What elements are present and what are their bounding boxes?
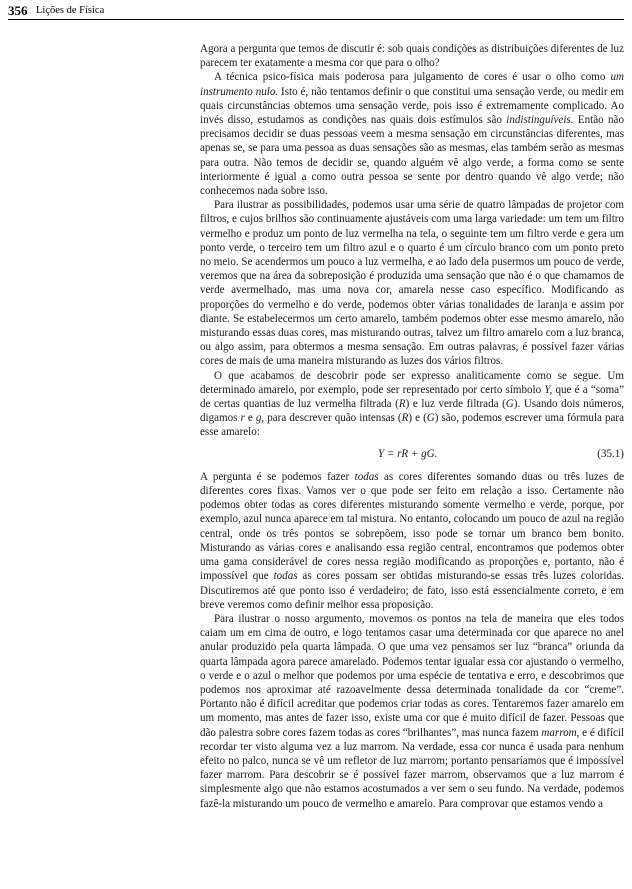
text-run: que é a “soma” de certas quantias de luz vermelha filtrada ( xyxy=(200,383,624,411)
symbol: G xyxy=(426,412,435,425)
text-run: e é difícil recordar ter visto alguma vez a luz marrom. Na verdade, essa cor nunca é usada para nenhum efeito no palco, nunca se vê um refletor de luz marrom; portanto pensaríamos que é impossível fazer marrom. Para descobrir se é possível fazer marrom, observamos que a luz marrom é simplesmente algo que não estamos acostumados a ver sem o seu fundo. Na verdade, podemos fazê-la misturando um pouco de vermelho e amarelo. Para comprovar que estamos vendo a xyxy=(200,726,624,810)
paragraph-5 xyxy=(200,470,624,612)
running-header xyxy=(8,2,624,20)
text-run: as cores diferentes somando duas ou três luzes de diferentes cores fixas. Vamos ver o que pode ser feito em relação a isso. Certamente não podemos obter todas as cores diferentes misturando somente vermelho e verde, porque, por exemplo, azul nunca aparece em tal mistura. No entanto, colocando um pouco de azul na região central, onde os três pontos se sobrepõem, isso pode se tornar um branco bem bonito. Misturando as várias cores e analisando essa região central, encontramos que podemos obter uma gama considerável de cores nessa região modificando as proporções e, portanto, não é impossível que xyxy=(200,470,624,583)
emphasis: todas xyxy=(354,470,379,483)
text-run: O que acabamos de descobrir pode ser expresso analiticamente como se segue. Um determinado amarelo, por exemplo, pode ser representado por certo símbolo xyxy=(200,369,624,396)
equation-number: (35.1) xyxy=(597,447,624,460)
equation-formula: Y = rR + gG. xyxy=(378,447,438,460)
text-run: A pergunta é se podemos fazer xyxy=(200,470,355,483)
text-run: as cores possam ser obtidas misturando-se essas três luzes coloridas. Discutiremos até que ponto isso é verdadeiro; de fato, isso está essencialmente correto, e em breve veremos como definir melhor essa proposição. xyxy=(200,570,624,611)
text-run: A técnica psico-física mais poderosa para julgamento de cores é usar o olho como xyxy=(214,71,611,84)
emphasis: todas xyxy=(273,570,298,583)
symbol: Y, xyxy=(544,383,553,396)
symbol: G xyxy=(505,398,514,411)
symbol: g, xyxy=(255,412,265,425)
text-run: ). Usando dois números, digamos xyxy=(200,398,625,425)
emphasis: marrom, xyxy=(541,726,580,739)
body-text xyxy=(200,42,624,811)
paragraph-2 xyxy=(200,70,624,198)
text-run: e xyxy=(244,412,256,425)
text-run: Para ilustrar o nosso argumento, movemos os pontos na tela de maneira que eles todos caiam um em cima de outro, e logo tentamos casar uma determinada cor que aparece no anel anular produzido pela quarta lâmpada. O que uma vez pensamos ser luz “branca” oriunda da quarta lâmpada agora parece amarelado. Podemos tentar igualar essa cor ajustando o vermelho, o verde e o azul o melhor que podemos por uma espécie de tentativa e erro, e descobrimos que podemos nos aproximar até razoavelmente dessa determinada tonalidade da cor “creme”. Portanto não é difícil acreditar que podemos criar todas as cores. Tentaremos fazer amarelo em um momento, mas antes de fazer isso, existe uma cor que é muito difícil de fazer. Pessoas que dão palestra sobre cores fazem todas as cores “brilhantes”, mas nunca fazem xyxy=(200,612,624,739)
paragraph-3: Para ilustrar as possibilidades, podemos usar uma série de quatro lâmpadas de projetor com filtros, e cujos brilhos são continuamente ajustáveis com uma larga variedade: um tem um filtro vermelho e produz um ponto de luz vermelha na tela, o seguinte tem um filtro verde e gera um ponto verde, o terceiro tem um filtro azul e o quarto é um círculo branco com um ponto preto no meio. Se acendermos um pouco a luz vermelha, e ao lado dela pusermos um pouco de verde, veremos que na área da sobreposição é produzida uma sensação que não é o que chamamos de verde avermelhado, mas uma nova cor, amarela nesse caso específico. Modificando as proporções do vermelho e do verde, podemos obter várias tonalidades de laranja e assim por diante. Se estabelecermos um certo amarelo, também podemos obter esse mesmo amarelo, não misturando essas duas cores, mas misturando outras, talvez um filtro amarelo com a luz branca, ou algo assim, para obtermos a mesma sensação. Em outras palavras, é possível fazer várias cores de mais de uma maneira misturando as luzes dos vários filtros. xyxy=(200,199,624,368)
paragraph-1: Agora a pergunta que temos de discutir é: sob quais condições as distribuições diferentes de luz parecem ter exatamente a mesma cor que para o olho? xyxy=(200,43,624,70)
page-number: 356 xyxy=(8,3,28,18)
emphasis: um instrumento nulo. xyxy=(200,71,624,98)
text-run: Então não precisamos decidir se duas pessoas veem a mesma sensação em circunstâncias diferentes, mas apenas se, se para uma pessoa as duas sensações são as mesmas, elas também serão as mesmas para outra. Não temos de decidir se, quando alguém vê algo verde, a forma como se sente interiormente é igual a como outra pessoa se sente por dentro quando vê algo verde; não conhecemos nada sobre isso. xyxy=(200,114,624,198)
paragraph-6 xyxy=(200,612,624,811)
symbol: r xyxy=(240,412,245,425)
text-run: ) e luz verde filtrada ( xyxy=(405,398,506,411)
text-run: ) e ( xyxy=(408,412,427,425)
emphasis: indistinguíveis. xyxy=(506,114,574,127)
text-run: ) são, podemos escrever uma fórmula para esse amarelo: xyxy=(200,412,624,439)
text-run: Isto é, não tentamos definir o que constitui uma sensação verde, ou medir em quais circunstâncias obtemos uma sensação verde, pois isso é extremamente complicado. Ao invés disso, estudamos as condições nas quais dois estímulos são xyxy=(200,85,624,127)
paragraph-4 xyxy=(200,369,624,440)
running-title: Lições de Física xyxy=(36,5,105,16)
text-run: para descrever quão intensas ( xyxy=(264,412,402,425)
equation xyxy=(200,447,624,461)
symbol: R xyxy=(401,412,409,425)
symbol: R xyxy=(398,398,406,411)
